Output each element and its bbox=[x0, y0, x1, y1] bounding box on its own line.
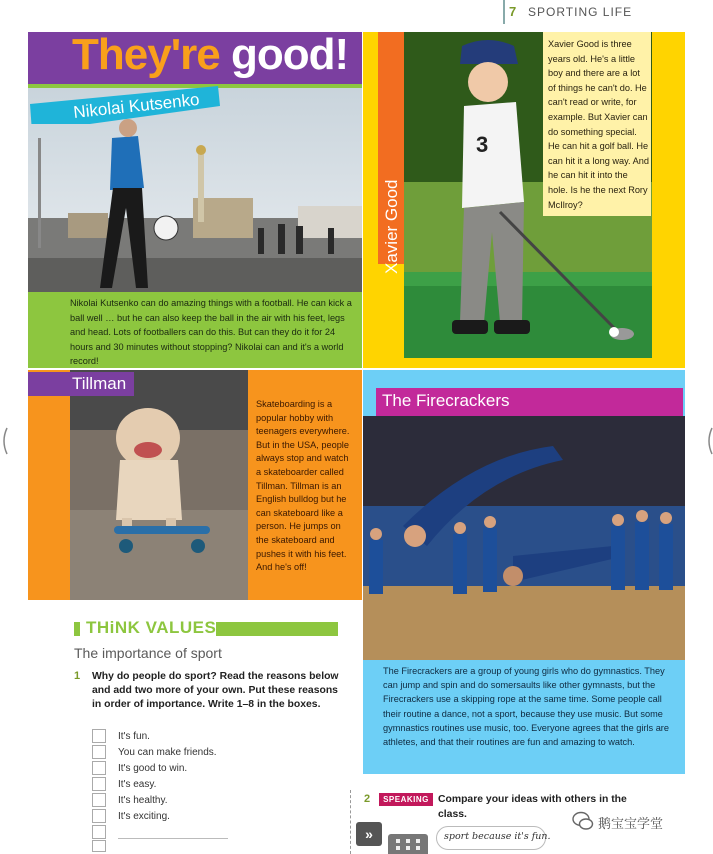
watermark-text: 鹅宝宝学堂 bbox=[598, 816, 664, 831]
grid-dot bbox=[396, 846, 400, 850]
rank-box[interactable] bbox=[92, 840, 106, 852]
tillman-photo bbox=[70, 370, 248, 600]
rank-box[interactable] bbox=[92, 793, 106, 807]
firecrackers-title: The Firecrackers bbox=[382, 391, 510, 410]
title-word-good: good! bbox=[231, 30, 349, 79]
grid-dot bbox=[416, 846, 420, 850]
reason-item: It's fun. bbox=[118, 731, 150, 742]
reason-item: It's healthy. bbox=[118, 795, 168, 806]
section-title: SPORTING LIFE bbox=[528, 5, 633, 19]
nikolai-name-banner bbox=[30, 84, 362, 124]
grid-dot bbox=[416, 839, 420, 843]
rank-box[interactable] bbox=[92, 729, 106, 743]
reason-item: It's good to win. bbox=[118, 763, 188, 774]
question-text: Why do people do sport? Read the reasons below and add two more of your own. Put these reasons in order of importance. Write 1–8 in the boxes. bbox=[92, 671, 339, 710]
example-text: sport because it's fun. bbox=[444, 831, 551, 842]
grid-dot bbox=[396, 839, 400, 843]
firecrackers-photo bbox=[363, 416, 685, 660]
nikolai-name: Nikolai Kutsenko bbox=[72, 89, 201, 122]
svg-text:3: 3 bbox=[476, 132, 489, 157]
speaking-badge: SPEAKING bbox=[379, 793, 433, 806]
prev-page-edge-icon[interactable] bbox=[0, 426, 8, 456]
question-number: 1 bbox=[74, 670, 81, 682]
firecrackers-text: The Firecrackers are a group of young girls who do gymnastics. They can jump and spin and do somersaults like other gymnasts, but the Firecrackers use a skipping rope at the same time. Some people call their routine a dance, not a sport, because they use music. But some gymnastics routines use music, too. Everyone agrees that the girls are athletes, and that their routines are fun and amazing to watch. bbox=[383, 666, 669, 748]
think-values-subtitle: The importance of sport bbox=[74, 645, 222, 661]
rank-box[interactable] bbox=[92, 777, 106, 791]
rank-box[interactable] bbox=[92, 761, 106, 775]
next-page-edge-icon[interactable] bbox=[704, 426, 713, 456]
tillman-text: Skateboarding is a popular hobby with teenagers everywhere. But in the USA, people always stop and watch a skateboarder called Tillman. Tillman is an English bulldog but he can skateboard like a person. He jumps on the skateboard and pushes it with his feet. And he's off! bbox=[256, 399, 350, 573]
speaking-instruction: Compare your ideas with others in the class. bbox=[438, 794, 627, 820]
reason-item: It's exciting. bbox=[118, 811, 170, 822]
page-number: 7 bbox=[509, 4, 517, 19]
wechat-icon bbox=[572, 810, 594, 832]
xavier-name-label bbox=[378, 179, 404, 280]
rank-box[interactable] bbox=[92, 809, 106, 823]
grid-menu-button[interactable] bbox=[388, 834, 428, 854]
title-word-theyre: They're bbox=[72, 30, 220, 79]
speaking-number: 2 bbox=[364, 793, 371, 805]
grid-dot bbox=[406, 846, 410, 850]
grid-dot bbox=[406, 839, 410, 843]
xavier-name: Xavier Good bbox=[382, 179, 401, 274]
speaking-divider bbox=[350, 790, 351, 854]
xavier-text: Xavier Good is three years old. He's a little boy and there are a lot of things he can't do. He can't read or write, for example. But Xavier can do something special. He can hit a golf ball. He can hit it a long way. And he can hit it into the hole. Is he the next Rory McIlroy? bbox=[548, 39, 649, 210]
nikolai-text: Nikolai Kutsenko can do amazing things with a football. He can kick a ball well … but he can also keep the ball in the air with his feet, legs and head. Lots of footballers can do this. But can they do it for 24 hours and 30 minutes without stopping? Nikolai can and it's a world record! bbox=[70, 298, 352, 366]
answer-line[interactable] bbox=[118, 838, 228, 839]
think-values-title: THiNK VALUES bbox=[86, 618, 217, 637]
page-title bbox=[72, 30, 348, 80]
tillman-title: Tillman bbox=[72, 374, 127, 393]
rank-box[interactable] bbox=[92, 825, 106, 839]
think-values-bar-left bbox=[74, 622, 80, 636]
reason-item: You can make friends. bbox=[118, 747, 217, 758]
think-values-bar-right bbox=[216, 622, 338, 636]
next-page-button[interactable]: » bbox=[356, 822, 382, 846]
reason-item: It's easy. bbox=[118, 779, 157, 790]
rank-box[interactable] bbox=[92, 745, 106, 759]
